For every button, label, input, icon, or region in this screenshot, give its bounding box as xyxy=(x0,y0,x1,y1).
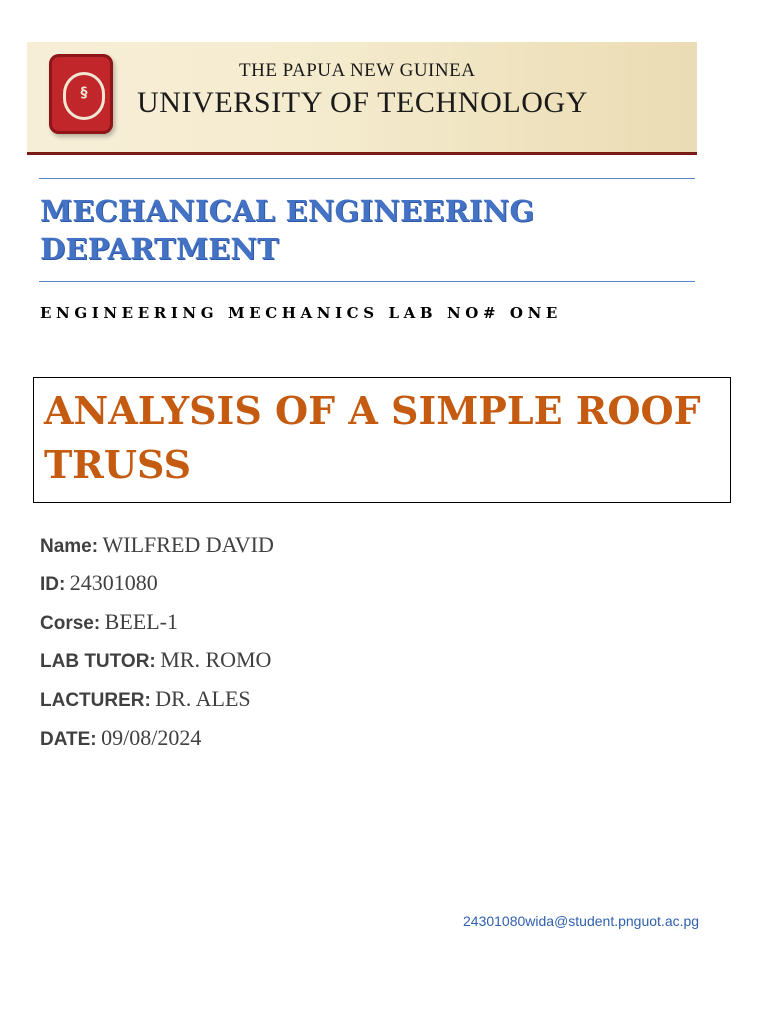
university-seal-icon: § xyxy=(49,54,113,134)
department-heading: MECHANICAL ENGINEERING DEPARTMENT xyxy=(40,194,535,266)
name-value: WILFRED DAVID xyxy=(102,532,274,557)
lecturer-label: LACTURER: xyxy=(40,690,151,711)
tutor-row xyxy=(40,647,271,673)
lab-title: ENGINEERING MECHANICS LAB NO# ONE xyxy=(40,304,562,322)
date-row xyxy=(40,725,201,751)
course-value: BEEL-1 xyxy=(104,609,178,634)
top-divider xyxy=(39,178,695,179)
date-value: 09/08/2024 xyxy=(101,725,202,750)
report-title: ANALYSIS OF A SIMPLE ROOF TRUSS xyxy=(44,388,701,487)
course-row xyxy=(40,609,178,635)
id-value: 24301080 xyxy=(69,570,158,595)
name-label: Name: xyxy=(40,536,99,557)
lecturer-row xyxy=(40,686,251,712)
university-subtitle: THE PAPUA NEW GUINEA xyxy=(239,60,476,81)
tutor-label: LAB TUTOR: xyxy=(40,651,156,672)
student-email[interactable]: 24301080wida@student.pnguot.ac.pg xyxy=(463,913,700,929)
name-row xyxy=(40,532,274,558)
lecturer-value: DR. ALES xyxy=(155,686,251,711)
tutor-value: MR. ROMO xyxy=(160,647,272,672)
university-banner xyxy=(27,42,697,155)
report-title-box xyxy=(33,377,731,503)
course-label: Corse: xyxy=(40,613,101,634)
bottom-divider xyxy=(39,281,695,282)
date-label: DATE: xyxy=(40,729,97,750)
university-name: UNIVERSITY OF TECHNOLOGY xyxy=(137,86,589,119)
id-row xyxy=(40,570,158,596)
id-label: ID: xyxy=(40,574,66,595)
